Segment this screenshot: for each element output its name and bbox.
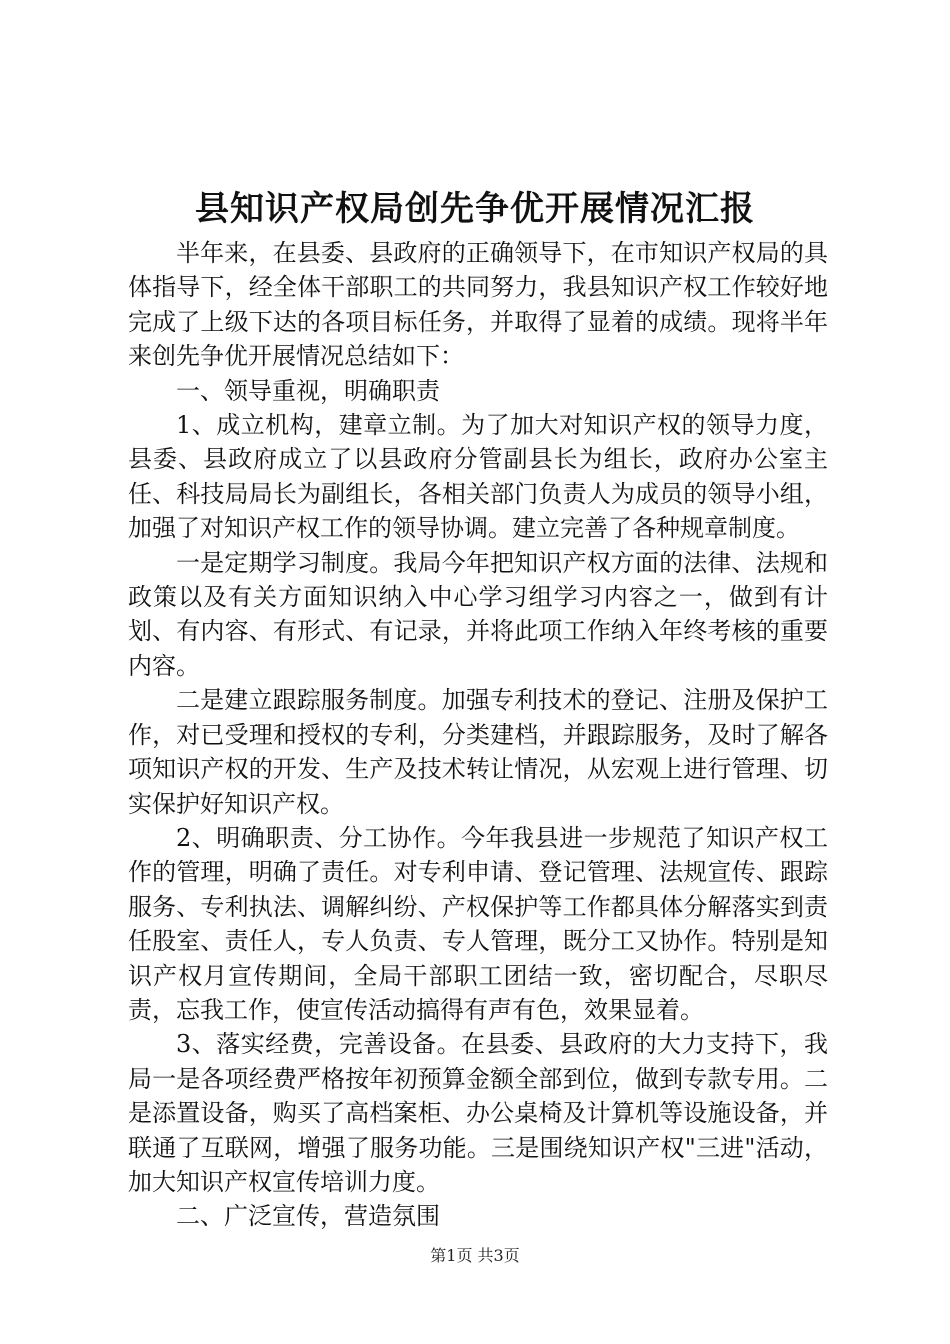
paragraph-item-1: 1、成立机构，建章立制。为了加大对知识产权的领导力度，县委、县政府成立了以县政府分管副县长为组长，政府办公室主任、科技局局长为副组长，各相关部门负责人为成员的领导小组，加强了对知识产权工作的领导协调。建立完善了各种规章制度。: [128, 411, 828, 543]
paragraph-study-system: 一是定期学习制度。我局今年把知识产权方面的法律、法规和政策以及有关方面知识纳入中心学习组学习内容之一，做到有计划、有内容、有形式、有记录，并将此项工作纳入年终考核的重要内容。: [128, 548, 828, 680]
document-title: 县知识产权局创先争优开展情况汇报: [195, 189, 755, 229]
intro-paragraph: 半年来，在县委、县政府的正确领导下，在市知识产权局的具体指导下，经全体干部职工的共同努力，我县知识产权工作较好地完成了上级下达的各项目标任务，并取得了显着的成绩。现将半年来创先争优开展情况总结如下：: [128, 239, 828, 371]
document-body: [128, 236, 828, 1234]
section-heading-2: 二、广泛宣传，营造氛围: [176, 1202, 440, 1231]
paragraph-item-2: 2、明确职责、分工协作。今年我县进一步规范了知识产权工作的管理，明确了责任。对专利申请、登记管理、法规宣传、跟踪服务、专利执法、调解纠纷、产权保护等工作都具体分解落实到责任股室、责任人，专人负责、专人管理，既分工又协作。特别是知识产权月宣传期间，全局干部职工团结一致，密切配合，尽职尽责，忘我工作，使宣传活动搞得有声有色，效果显着。: [128, 823, 828, 1024]
section-heading-1: 一、领导重视，明确职责: [176, 376, 440, 405]
paragraph-tracking-system: 二是建立跟踪服务制度。加强专利技术的登记、注册及保护工作，对已受理和授权的专利，分类建档，并跟踪服务，及时了解各项知识产权的开发、生产及技术转让情况，从宏观上进行管理、切实保护好知识产权。: [128, 686, 828, 818]
page-footer: 第1页 共3页: [430, 1246, 520, 1265]
paragraph-item-3: 3、落实经费，完善设备。在县委、县政府的大力支持下，我局一是各项经费严格按年初预算金额全部到位，做到专款专用。二是添置设备，购买了高档案柜、办公桌椅及计算机等设施设备，并联通了互联网，增强了服务功能。三是围绕知识产权"三进"活动，加大知识产权宣传培训力度。: [128, 1030, 828, 1196]
